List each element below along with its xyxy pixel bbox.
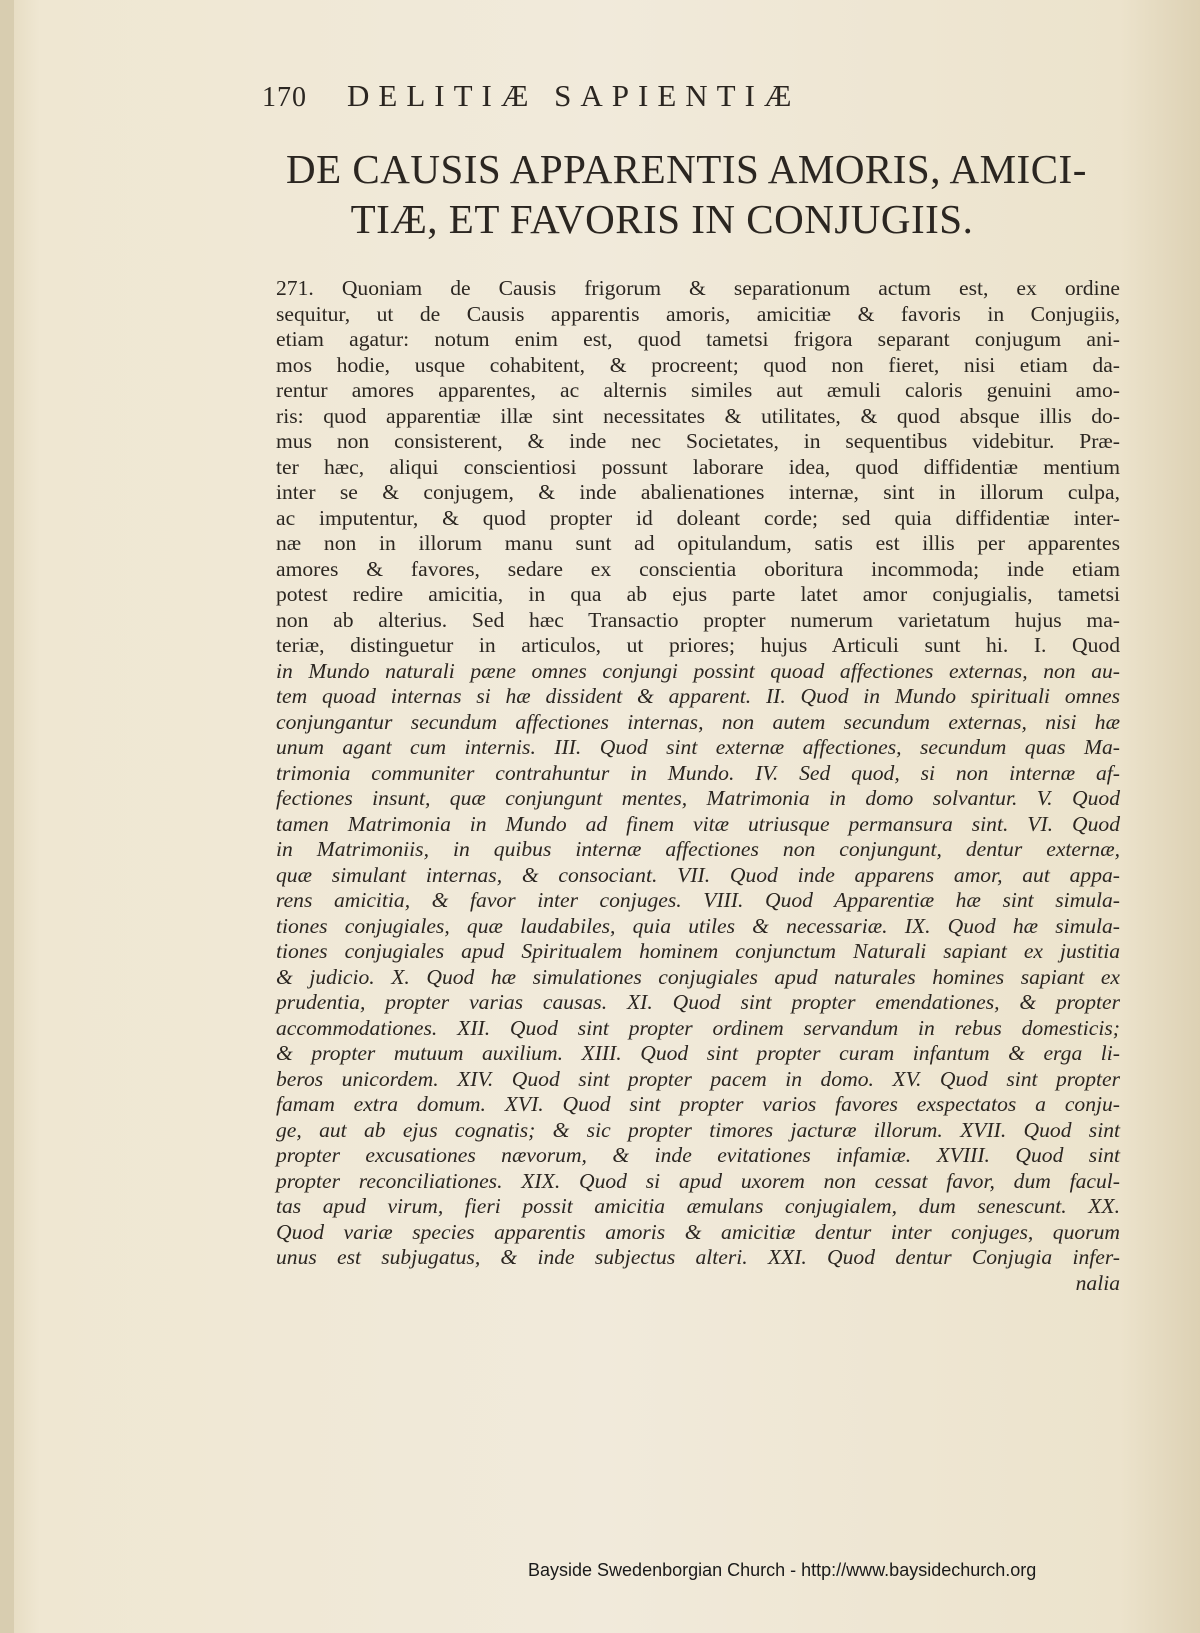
body-line: mus non consisterent, & inde nec Societates, in sequentibus videbitur. Præ- <box>276 429 1120 453</box>
chapter-heading <box>286 144 1087 244</box>
body-line: næ non in illorum manu sunt ad opitulandum, satis est illis per apparentes <box>276 531 1120 555</box>
body-line: ris: quod apparentiæ illæ sint necessitates & utilitates, & quod absque illis do- <box>276 403 1120 428</box>
page-number: 170 <box>262 82 307 113</box>
body-line: mos hodie, usque cohabitent, & procreent; quod non fieret, nisi etiam da- <box>276 352 1120 377</box>
body-line: ge, aut ab ejus cognatis; & sic propter timores jacturæ illorum. XVII. Quod sint <box>276 1117 1120 1142</box>
body-line: tas apud virum, fieri possit amicitia æmulans conjugialem, dum senescunt. XX. <box>276 1194 1120 1218</box>
body-line: & judicio. X. Quod hæ simulationes conjugiales apud naturales homines sapiant ex <box>276 964 1120 989</box>
body-line: trimonia communiter contrahuntur in Mundo. IV. Sed quod, si non internæ af- <box>276 760 1120 785</box>
body-line: tiones conjugiales apud Spiritualem hominem conjunctum Naturali sapiant ex justitia <box>276 939 1120 963</box>
body-line: non ab alterius. Sed hæc Transactio propter numerum varietatum hujus ma- <box>276 607 1120 632</box>
body-line: tamen Matrimonia in Mundo ad finem vitæ utriusque permansura sint. VI. Quod <box>276 811 1120 836</box>
body-line: propter excusationes nævorum, & inde evitationes infamiæ. XVIII. Quod sint <box>276 1143 1120 1167</box>
body-line: Quod variæ species apparentis amoris & amicitiæ dentur inter conjuges, quorum <box>276 1219 1120 1244</box>
chapter-heading-line-1: DE CAUSIS APPARENTIS AMORIS, AMICI- <box>286 146 1087 192</box>
body-line: ter hæc, aliqui conscientiosi possunt laborare idea, quod diffidentiæ mentium <box>276 454 1120 479</box>
body-line: rens amicitia, & favor inter conjuges. VIII. Quod Apparentiæ hæ sint simula- <box>276 888 1120 912</box>
body-line: conjungantur secundum affectiones internas, non autem secundum externas, nisi hæ <box>276 709 1120 734</box>
body-line: in Matrimoniis, in quibus internæ affectiones non conjungunt, dentur externæ, <box>276 837 1120 861</box>
body-line: ac imputentur, & quod propter id doleant corde; sed quia diffidentiæ inter- <box>276 505 1120 530</box>
body-line: etiam agatur: notum enim est, quod tametsi frigora separant conjugum ani- <box>276 327 1120 351</box>
body-line: inter se & conjugem, & inde abalienationes internæ, sint in illorum culpa, <box>276 480 1120 504</box>
body-line: 271. Quoniam de Causis frigorum & separationum actum est, ex ordine <box>276 276 1120 300</box>
body-line: unus est subjugatus, & inde subjectus alteri. XXI. Quod dentur Conjugia infer- <box>276 1245 1120 1269</box>
body-line: fectiones insunt, quæ conjungunt mentes, Matrimonia in domo solvantur. V. Quod <box>276 786 1120 810</box>
body-line: propter reconciliationes. XIX. Quod si apud uxorem non cessat favor, dum facul- <box>276 1168 1120 1193</box>
body-line: nalia <box>1075 1270 1120 1295</box>
body-line: & propter mutuum auxilium. XIII. Quod sint propter curam infantum & erga li- <box>276 1041 1120 1065</box>
body-line: potest redire amicitia, in qua ab ejus parte latet amor conjugialis, tametsi <box>276 582 1120 606</box>
body-line: unum agant cum internis. III. Quod sint externæ affectiones, secundum quas Ma- <box>276 735 1120 759</box>
body-line: quæ simulant internas, & consociant. VII. Quod inde apparens amor, aut appa- <box>276 862 1120 887</box>
body-line: in Mundo naturali pæne omnes conjungi possint quoad affectiones externas, non au- <box>276 658 1120 683</box>
body-line: beros unicordem. XIV. Quod sint propter pacem in domo. XV. Quod sint propter <box>276 1066 1120 1091</box>
body-line: accommodationes. XII. Quod sint propter ordinem servandum in rebus domesticis; <box>276 1015 1120 1040</box>
body-line: tiones conjugiales, quæ laudabiles, quia utiles & necessariæ. IX. Quod hæ simula- <box>276 913 1120 938</box>
running-title: DELITIÆ SAPIENTIÆ <box>347 78 801 113</box>
body-line: prudentia, propter varias causas. XI. Quod sint propter emendationes, & propter <box>276 990 1120 1014</box>
body-line: teriæ, distinguetur in articulos, ut priores; hujus Articuli sunt hi. I. Quod <box>276 633 1120 657</box>
running-head <box>262 78 1022 118</box>
body-line: rentur amores apparentes, ac alternis similes aut æmuli caloris genuini amo- <box>276 378 1120 402</box>
footer-credit: Bayside Swedenborgian Church - http://www.baysidechurch.org <box>528 1560 1037 1580</box>
body-line: amores & favores, sedare ex conscientia oboritura incommoda; inde etiam <box>276 556 1120 581</box>
page-gutter-shadow <box>0 0 14 1633</box>
body-text <box>276 276 1120 1296</box>
body-line: tem quoad internas si hæ dissident & apparent. II. Quod in Mundo spirituali omnes <box>276 684 1120 708</box>
chapter-heading-line-2: TIÆ, ET FAVORIS IN CONJUGIIS. <box>350 196 974 242</box>
body-line: sequitur, ut de Causis apparentis amoris, amicitiæ & favoris in Conjugiis, <box>276 301 1120 326</box>
body-line: famam extra domum. XVI. Quod sint propter varios favores exspectatos a conju- <box>276 1092 1120 1116</box>
